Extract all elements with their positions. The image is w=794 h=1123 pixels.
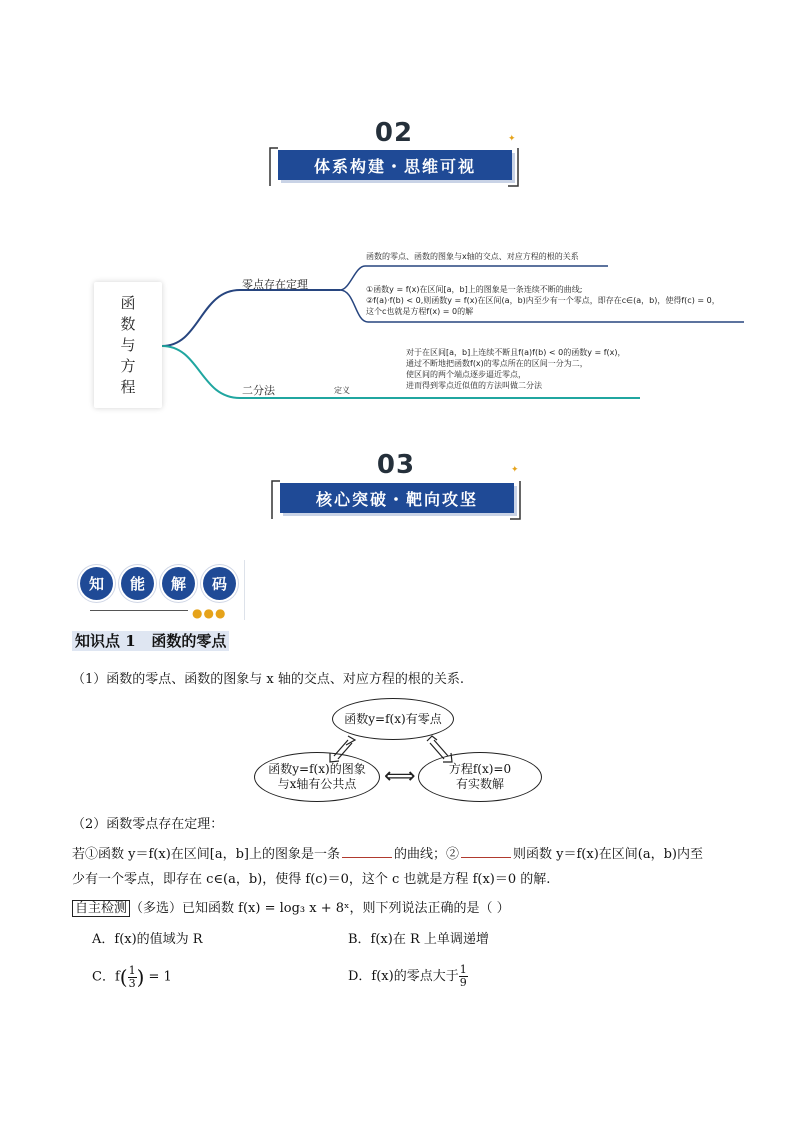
knowledge-point-name: 函数的零点 <box>151 632 227 650</box>
diagram-left-text-2: 与x轴有公共点 <box>277 777 357 791</box>
badge-ma: 码 <box>203 567 236 600</box>
fill-blank-2[interactable] <box>461 843 511 858</box>
self-check-question <box>72 899 510 919</box>
option-a[interactable]: A．f(x)的值域为 R <box>92 932 203 947</box>
self-check-text: （多选）已知函数 f(x) = log₃ x + 8ˣ，则下列说法正确的是（ ） <box>130 901 510 916</box>
option-c-fraction <box>128 965 137 990</box>
mindmap-root-char: 方 <box>120 356 136 375</box>
mindmap-root-char: 数 <box>120 314 136 333</box>
section-03-title: 核心突破・靶向攻坚 <box>280 483 514 513</box>
option-c-num: 1 <box>128 963 136 977</box>
badge-jie: 解 <box>162 567 195 600</box>
mindmap-branch-bisection: 二分法 <box>242 384 275 397</box>
option-c[interactable]: C．f( $\frac{1}{3}$ ) = 1 <box>92 963 172 990</box>
mindmap-leaf-theorem-2: ②f(a)·f(b) < 0,则函数y = f(x)在区间(a，b)内至少有一个零点，即存在c∈(a，b)，使得f(c) = 0， <box>366 296 720 305</box>
mindmap-bisection-3: 使区间的两个端点逐步逼近零点， <box>406 370 526 379</box>
paragraph-3-c: 则函数 y＝f(x)在区间(a，b)内至 <box>513 847 703 862</box>
sparkle-icon: ✦ <box>508 134 516 144</box>
self-check-label: 自主检测 <box>72 900 130 917</box>
option-d[interactable] <box>348 962 468 992</box>
option-c-suffix: = 1 <box>148 969 172 985</box>
mindmap-bisection-4: 进而得到零点近似值的方法叫做二分法 <box>406 381 542 390</box>
option-c-prefix: C．f <box>92 969 120 985</box>
double-arrow-icon: ⟺ <box>384 764 416 789</box>
diagram-top-text: 函数y=f(x)有零点 <box>344 711 442 726</box>
mindmap-leaf-theorem-3: 这个c也就是方程f(x) = 0的解 <box>366 307 474 316</box>
option-d-prefix: D．f(x)的零点大于 <box>348 969 459 984</box>
knowledge-point-label: 知识点 1 <box>75 632 136 650</box>
paragraph-3-a: 若①函数 y＝f(x)在区间[a，b]上的图象是一条 <box>72 847 340 862</box>
mindmap-bisection-1: 对于在区间[a，b]上连续不断且f(a)f(b) < 0的函数y = f(x)， <box>406 348 626 357</box>
section-02-number: 02 <box>374 118 414 148</box>
badge-neng: 能 <box>121 567 154 600</box>
diagram-right-text-1: 方程f(x)=0 <box>448 762 512 776</box>
paragraph-4: 少有一个零点，即存在 c∈(a，b)，使得 f(c)＝0，这个 c 也就是方程 f(x)＝0 的解. <box>72 872 551 887</box>
mindmap-bisection-2: 通过不断地把函数f(x)的零点所在的区间一分为二， <box>406 359 588 368</box>
mindmap-leaf-theorem-1: ①函数y = f(x)在区间[a，b]上的图象是一条连续不断的曲线; <box>366 285 583 294</box>
section-02-title: 体系构建・思维可视 <box>278 150 512 180</box>
knowledge-point-title <box>72 630 229 651</box>
sparkle-icon: ✦ <box>511 465 519 475</box>
diagram-left-text-1: 函数y=f(x)的图象 <box>268 762 366 776</box>
mindmap-root-char: 程 <box>120 377 136 396</box>
mindmap-branch-zero-theorem: 零点存在定理 <box>242 278 308 291</box>
option-d-num: 1 <box>459 963 467 976</box>
paragraph-3-b: 的曲线；② <box>393 847 459 862</box>
paragraph-2: （2）函数零点存在定理： <box>72 817 224 832</box>
option-d-fraction <box>459 964 468 989</box>
badge-underline <box>90 610 188 611</box>
mindmap-bisection-definition-label: 定义 <box>334 386 350 395</box>
mindmap-root <box>94 282 162 408</box>
fill-blank-1[interactable] <box>342 843 392 858</box>
diagram-right-text-2: 有实数解 <box>455 777 504 791</box>
mindmap-root-char: 函 <box>120 293 136 312</box>
option-d-den: 9 <box>459 976 467 989</box>
mindmap-leaf-relation: 函数的零点、函数的图象与x轴的交点、对应方程的根的关系 <box>366 252 579 261</box>
dots-icon: ●●● <box>192 606 227 620</box>
option-b[interactable]: B．f(x)在 R 上单调递增 <box>348 932 489 947</box>
paragraph-3 <box>72 843 703 865</box>
mindmap-root-char: 与 <box>120 335 136 354</box>
paragraph-1: （1）函数的零点、函数的图象与 x 轴的交点、对应方程的根的关系. <box>72 672 464 687</box>
section-03-number: 03 <box>376 450 416 480</box>
option-c-den: 3 <box>128 976 136 990</box>
badge-zhi: 知 <box>80 567 113 600</box>
